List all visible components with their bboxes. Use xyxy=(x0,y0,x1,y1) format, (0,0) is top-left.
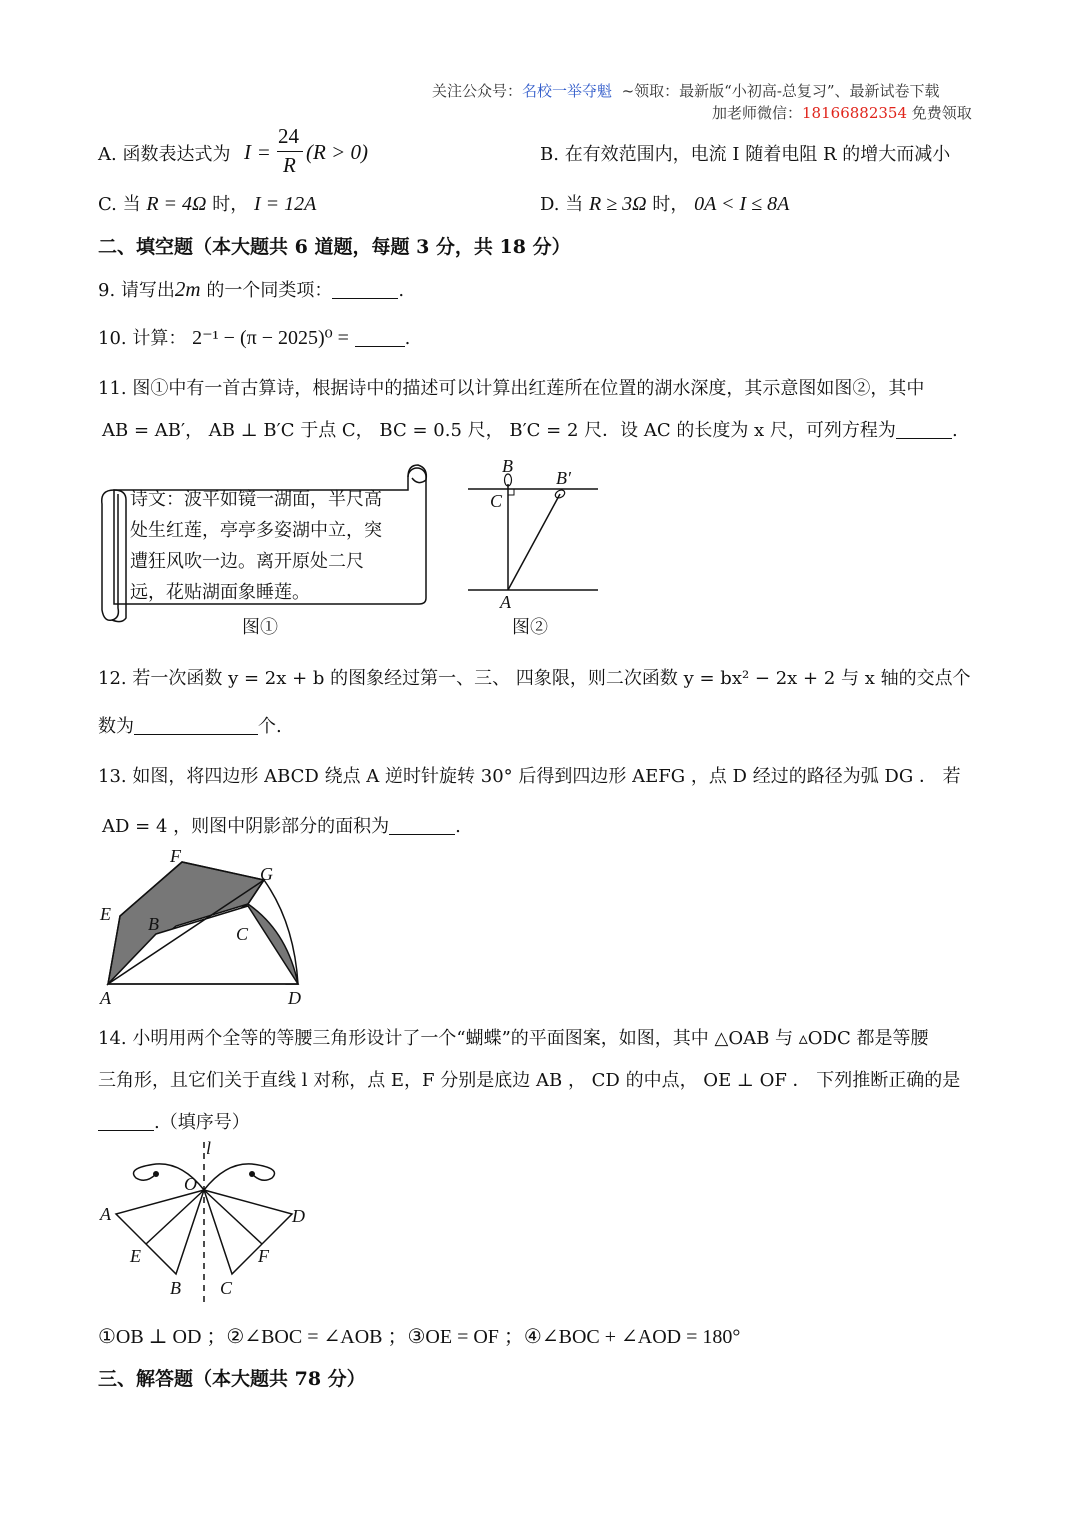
label-d: D xyxy=(288,988,301,1008)
answer-blank[interactable] xyxy=(134,716,258,735)
rotation-figure xyxy=(96,842,336,1014)
label-g: G xyxy=(260,864,273,884)
label-a: A xyxy=(100,1204,111,1224)
answer-blank[interactable] xyxy=(98,1112,154,1131)
question-10: 10. 计算： 2⁻¹ − (π − 2025)⁰ = . xyxy=(98,327,411,349)
answer-blank[interactable] xyxy=(896,420,952,439)
label-a: A xyxy=(500,592,511,612)
butterfly-figure xyxy=(96,1138,320,1308)
label-c: C xyxy=(490,491,503,511)
question-11-line-1: 11. 图①中有一首古算诗，根据诗中的描述可以计算出红莲所在位置的湖水深度，其示意图如图②，其中 xyxy=(98,378,925,399)
question-13-line-2: AD = 4 ，则图中阴影部分的面积为 . xyxy=(102,816,461,837)
question-12-line-2: 数为 个. xyxy=(98,716,282,737)
label-f: F xyxy=(170,846,181,866)
label-e: E xyxy=(100,904,111,924)
question-13-line-1: 13. 如图，将四边形 ABCD 绕点 A 逆时针旋转 30° 后得到四边形 AEFG ，点 D 经过的路径为弧 DG ． 若 xyxy=(98,766,961,787)
figure-2-caption: 图② xyxy=(512,617,548,638)
option-b: B. 在有效范围内，电流 I 随着电阻 R 的增大而减小 xyxy=(540,144,951,165)
answer-blank[interactable] xyxy=(332,280,398,299)
section-2-title: 二、填空题（本大题共 6 道题，每题 3 分，共 18 分） xyxy=(98,236,571,258)
option-c: C. 当 R = 4Ω 时， I = 12A xyxy=(98,193,317,215)
question-14-line-2: 三角形，且它们关于直线 l 对称，点 E，F 分别是底边 AB ， CD 的中点， OE ⊥ OF ． 下列推断正确的是 xyxy=(98,1070,961,1091)
question-9: 9. 请写出2m 的一个同类项： . xyxy=(98,277,405,301)
label-b: B xyxy=(170,1278,181,1298)
answer-blank[interactable] xyxy=(389,816,455,835)
label-l: l xyxy=(206,1138,212,1158)
label-b-prime: B′ xyxy=(556,468,571,488)
lotus-diagram xyxy=(460,456,610,612)
header-line-2: 加老师微信：18166882354 免费领取 xyxy=(712,104,972,122)
label-c: C xyxy=(236,924,249,944)
label-e: E xyxy=(130,1246,141,1266)
label-a: A xyxy=(100,988,111,1008)
label-f: F xyxy=(258,1246,269,1266)
question-11-line-2: AB = AB′， AB ⊥ B′C 于点 C， BC = 0.5 尺， B′C = 2 尺．设 AC 的长度为 x 尺，可列方程为 . xyxy=(102,420,958,441)
label-o: O xyxy=(184,1174,197,1194)
question-14-options: ①OB ⊥ OD ；②∠BOC = ∠AOB ；③OE = OF ；④∠BOC + ∠AOD = 180° xyxy=(98,1326,741,1348)
figure-1-caption: 图① xyxy=(242,617,278,638)
label-b: B xyxy=(502,456,513,476)
answer-blank[interactable] xyxy=(355,328,405,347)
label-d: D xyxy=(292,1206,305,1226)
section-3-title: 三、解答题（本大题共 78 分） xyxy=(98,1368,366,1390)
poem-text: 诗文：波平如镜一湖面，半尺高 处生红莲，亭亭多姿湖中立，突 遭狂风吹一边。离开原处二尺 远，花贴湖面象睡莲。 xyxy=(130,489,382,603)
label-b: B xyxy=(148,914,159,934)
question-14-line-1: 14. 小明用两个全等的等腰三角形设计了一个“蝴蝶”的平面图案，如图，其中 △OAB 与 ▵ODC 都是等腰 xyxy=(98,1028,929,1049)
question-14-line-3: .（填序号） xyxy=(98,1108,250,1134)
option-a: A. 函数表达式为 xyxy=(98,144,231,165)
account-link[interactable]: 名校一举夺魁 xyxy=(522,82,613,100)
option-d: D. 当 R ≥ 3Ω 时， 0A < I ≤ 8A xyxy=(540,193,790,215)
header-line-1: 关注公众号：名校一举夺魁 ~领取：最新版“小初高-总复习”、最新试卷下载 xyxy=(432,82,940,100)
label-c: C xyxy=(220,1278,233,1298)
question-12-line-1: 12. 若一次函数 y = 2x + b 的图象经过第一、三、 四象限，则二次函数 y = bx² − 2x + 2 与 x 轴的交点个 xyxy=(98,668,971,689)
phone-number: 18166882354 xyxy=(802,104,907,122)
